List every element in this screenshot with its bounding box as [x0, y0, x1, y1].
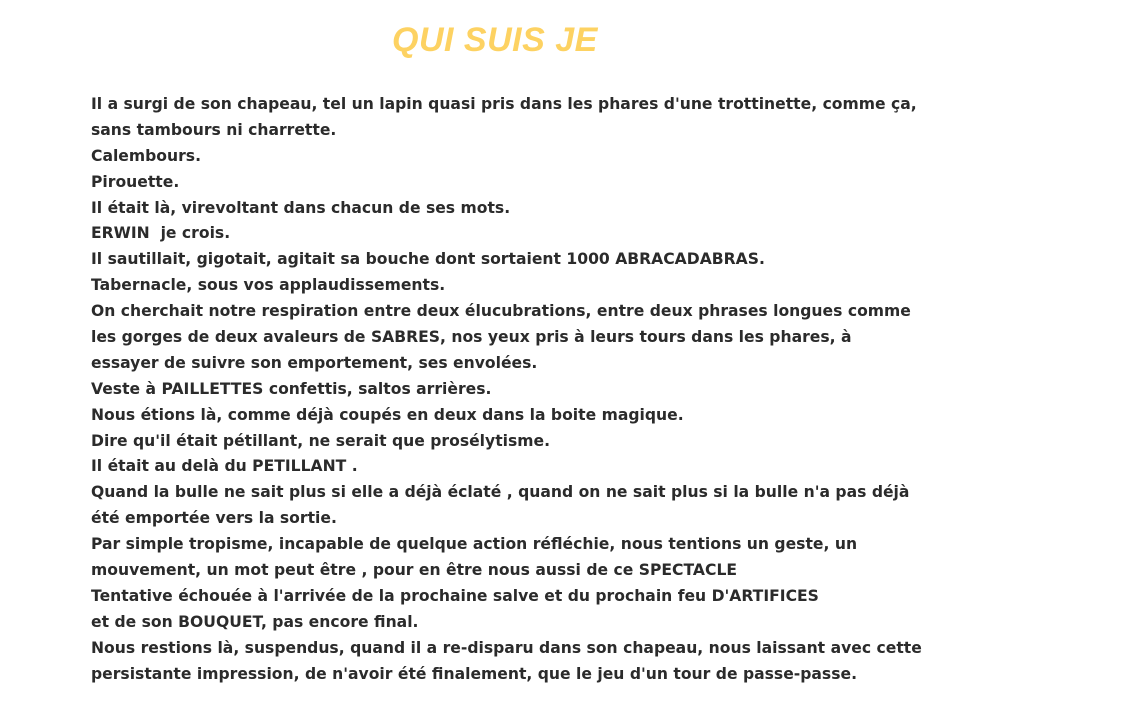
text-line: Il était là, virevoltant dans chacun de ses mots.	[91, 198, 511, 217]
text-line: les gorges de deux avaleurs de SABRES, nos yeux pris à leurs tours dans les phares, à	[91, 328, 852, 347]
text-line: Nous étions là, comme déjà coupés en deux dans la boite magique.	[91, 405, 684, 424]
text-line: Dire qu'il était pétillant, ne serait que prosélytisme.	[91, 431, 551, 450]
text-line: Tentative échouée à l'arrivée de la prochaine salve et du prochain feu D'ARTIFICES	[91, 586, 819, 605]
text-line: essayer de suivre son emportement, ses envolées.	[91, 353, 538, 372]
text-line: sans tambours ni charrette.	[91, 120, 337, 139]
text-line: On cherchait notre respiration entre deux élucubrations, entre deux phrases longues comme	[91, 302, 911, 321]
text-line: Il sautillait, gigotait, agitait sa bouche dont sortaient 1000 ABRACADABRAS.	[91, 250, 765, 269]
text-line: Par simple tropisme, incapable de quelque action réfléchie, nous tentions un geste, un	[91, 535, 858, 554]
text-line: Veste à PAILLETTES confettis, saltos arrières.	[91, 379, 492, 398]
text-line: Calembours.	[91, 146, 202, 165]
text-line: persistante impression, de n'avoir été finalement, que le jeu d'un tour de passe-passe.	[91, 664, 857, 683]
text-line: Nous restions là, suspendus, quand il a re-disparu dans son chapeau, nous laissant avec cette	[91, 638, 922, 657]
text-line: Pirouette.	[91, 172, 180, 191]
text-line: Il était au delà du PETILLANT .	[91, 457, 358, 476]
text-line: ERWIN je crois.	[91, 224, 231, 243]
page-title: QUI SUIS JE	[392, 21, 598, 59]
text-line: été emportée vers la sortie.	[91, 509, 337, 528]
poem-body	[91, 92, 1131, 687]
text-line: Tabernacle, sous vos applaudissements.	[91, 276, 446, 295]
text-line: et de son BOUQUET, pas encore final.	[91, 612, 419, 631]
text-line: Il a surgi de son chapeau, tel un lapin quasi pris dans les phares d'une trottinette, comme ça,	[91, 95, 917, 113]
text-line: Quand la bulle ne sait plus si elle a déjà éclaté , quand on ne sait plus si la bulle n'a pas déjà	[91, 483, 910, 502]
text-line: mouvement, un mot peut être , pour en être nous aussi de ce SPECTACLE	[91, 561, 738, 580]
